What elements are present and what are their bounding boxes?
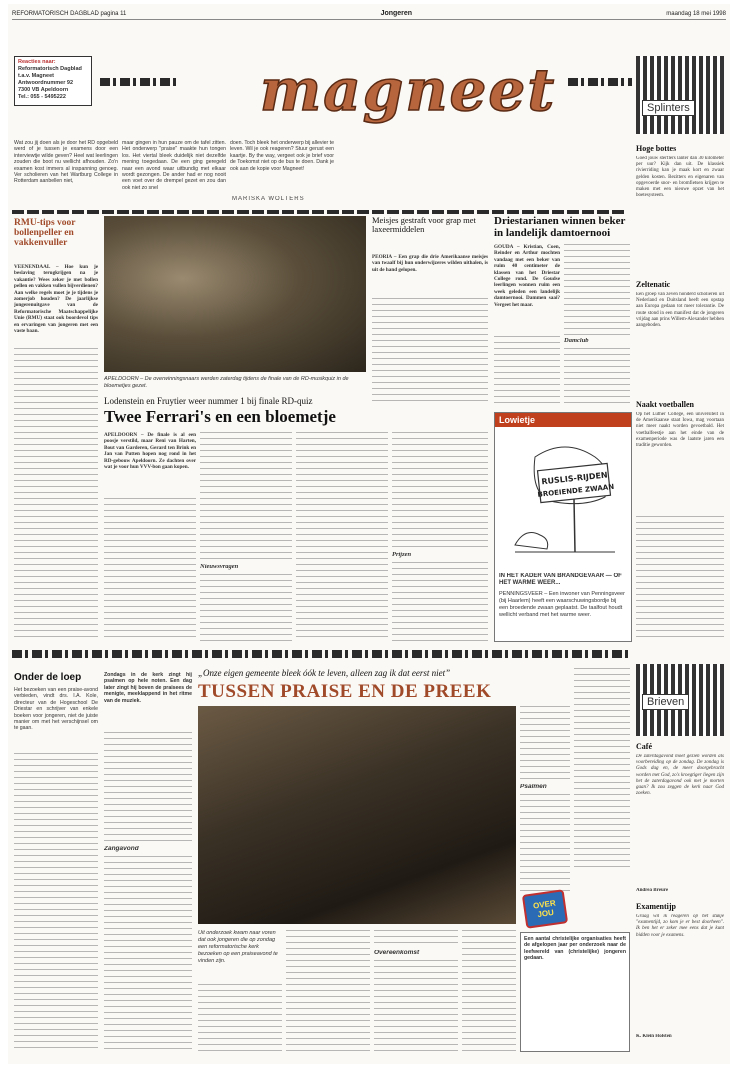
rmu-body	[14, 348, 98, 642]
praise-body-6	[198, 984, 282, 1052]
meisjes-body	[372, 298, 488, 402]
lodenstein-body-1	[104, 498, 196, 642]
driestar-subhead: Damclub	[564, 338, 589, 344]
cafe-title: Café	[636, 742, 652, 751]
onder-de-loep-column	[14, 672, 98, 1052]
exam-title: Examentijp	[636, 902, 676, 911]
brieven-label: Brieven	[642, 694, 689, 710]
intro-col-3: doen. Toch bleek het onderwerp bij allevier te leven. Wil je ook reageren? Stuur gerust een kaartje. By the way, vergeet ook je brief voor de Toekomst niet op de bus te doen. Dank je ook aan de kopie voor Magneet!	[230, 140, 334, 172]
address-box	[14, 56, 92, 106]
onder-body	[14, 753, 98, 1049]
praise-body-2	[104, 856, 192, 1052]
praise-body-7	[286, 930, 370, 1052]
page-header	[12, 8, 726, 20]
lowietje-cartoon	[494, 412, 632, 642]
lodenstein-subhead-1: Nieuwsvragen	[200, 564, 239, 570]
hoge-bottes-title: Hoge bottes	[636, 144, 677, 153]
praise-body-4	[520, 794, 570, 894]
lodenstein-body-2	[200, 432, 292, 560]
driestar-headline: Driestarianen winnen beker in landelijk damtoernooi	[494, 216, 626, 239]
splinters-figure	[636, 56, 724, 134]
praise-photo-caption: Uit onderzoek kwam naar voren dat ook jongeren die op zondag een reformatorische kerk bezoeken op een praiseavond te vinden zijn.	[198, 930, 278, 964]
address-line: Antwoordnummer 92	[18, 80, 74, 86]
lodenstein-headline: Twee Ferrari's en een bloemetje	[104, 408, 336, 426]
intro-col-1: Wat zou jij doen als je door het RD opgebeld werd of je tussen je examens door een interviewtje wilde geven? Heel wat leerlingen zouden die boot nu wellicht afhouden. Zo'n examen kost immers al inspanning genoeg. Ver scholieren van het Wartburg College in Rotterdam aanbellen niet,	[14, 140, 118, 185]
sign-line-2: BROEIENDE ZWAAN	[537, 482, 615, 499]
zeltenatic-title: Zeltenatic	[636, 280, 671, 289]
cafe-author: Andrea Breure	[636, 888, 669, 893]
top-fence-left	[100, 78, 180, 86]
lodenstein-subhead-2: Prijzen	[392, 552, 412, 558]
address-line: Reacties naar:	[18, 59, 56, 65]
quiz-winners-photo	[104, 216, 366, 372]
naakt-title: Naakt voetballen	[636, 400, 694, 409]
driestar-body-1	[494, 336, 560, 406]
praise-concert-photo	[198, 706, 516, 924]
praise-lead: Zondags in de kerk zingt hij psalmen op hele noten. Een dag later zingt hij boven de praisees de menigte, meeklappend in het ritme van de muziek.	[104, 672, 192, 704]
lower-fence	[12, 650, 630, 658]
research-box: Een aantal christelijke organisaties heeft de afgelopen jaar per onderzoek naar de leefwereld van (christelijke) jongeren gedaan.	[520, 932, 630, 1052]
meisjes-headline: Meisjes gestraft voor grap met laxeermiddelen	[372, 216, 476, 234]
lodenstein-body-3	[200, 574, 292, 642]
badge-line-2: JOU	[536, 907, 555, 920]
newspaper-page	[8, 4, 730, 1064]
praise-body-9	[374, 960, 458, 1052]
lowietje-label: Lowietje	[495, 413, 631, 427]
badge-line-1: OVER	[532, 898, 557, 911]
praise-headline: TUSSEN PRAISE EN DE PREEK	[198, 682, 492, 702]
over-jou-badge	[522, 889, 568, 929]
section-divider	[12, 210, 624, 214]
lodenstein-lead: APELDOORN – De finale is al een poosje verstild, maar Reni van Harten, Bout van Garderen, Gerard ten Brink en Jan van Putten hopen nog rond in het RD-gebouw Apeldoorn. Ze dachten over wat je voor hun VVV-bon gaan kopen.	[104, 432, 196, 471]
meisjes-lead: PEORIA – Een grap die drie Amerikaanse meisjes van twaalf bij hun onderwijzeres wilden uithalen, is uit de hand gelopen.	[372, 254, 488, 273]
cartoon-caption: PENNINGSVEER – Een inwoner van Penningsveer (bij Haarlem) heeft een waarschuwingsbordje bij een broedende zwaan geplaatst. De taalfout houdt wellicht verband met het warme weer.	[499, 591, 625, 618]
praise-subhead-1: Zangavond	[104, 846, 139, 852]
rmu-headline: RMU-tips voor bollenpeller en vakkenvuller	[14, 218, 76, 248]
address-line: Tel.: 055 - 5495222	[18, 94, 66, 100]
praise-body-10	[462, 930, 516, 1052]
address-line: Reformatorisch Dagblad	[18, 66, 82, 72]
driestar-body-2	[564, 244, 630, 336]
sign-line-1: RUSLIS-RIJDEN	[540, 470, 609, 487]
lodenstein-body-5	[392, 432, 488, 548]
hoge-bottes-text: Goed jouw sterflers lanter dan 30 kilometer per uur? Kijk dan uit. De klassiek rivierriding kan je maak kort en zwaar gelden kosten. Bezitters en eigenaren van opgevoerde snor- en bromfietsen krijgen te maken met een nieuwe opzet van het boetesysteem.	[636, 156, 724, 199]
address-line: 7300 VB Apeldoorn	[18, 87, 69, 93]
magneet-logo	[188, 62, 628, 124]
exam-text: Graag wil ik reageren op het stukje "examentijd, zo kom je er best doorheen". Ik ben het er zeker mee eens dat je kunt bidden voor je examens.	[636, 914, 724, 938]
onder-title: Onder de loep	[14, 672, 82, 683]
praise-subhead-overeenkomst: Overeenkomst	[374, 950, 420, 956]
praise-kicker: „Onze eigen gemeente bleek óók te leven, alleen zag ik dat eerst niet”	[198, 668, 451, 678]
naakt-text: Op het Luther College, een universiteit in de Amerikaanse staat Iowa, mag voortaan niet meer naakt worden gevoetbald. Het voetbalfeestje aan het einde van de examenperiode was de laatste jaren een traditie geworden.	[636, 412, 724, 449]
photo-caption: APELDOORN – De overwinningsnaars werden zaterdag tijdens de finale van de RD-musikquiz in de bloemetjes gezet.	[104, 376, 349, 389]
header-left: REFORMATORISCH DAGBLAD pagina 11	[12, 10, 127, 17]
sidebar-filler	[636, 516, 724, 642]
onder-lead: Het bezoeken van een praise-avond verbieden, vindt drs. I.A. Kole, directeur van de Hogeschool De Driestar en schrijver van enkele boeken voor jongeren, niet de juiste manier om met het verschijnsel om te gaan.	[14, 687, 98, 732]
praise-body-8	[374, 930, 458, 948]
address-line: t.a.v. Magneet	[18, 73, 54, 79]
driestar-body-3	[564, 348, 630, 406]
praise-body-3	[520, 706, 570, 782]
logo-text: magneet	[259, 62, 557, 124]
header-date: maandag 18 mei 1998	[666, 10, 726, 17]
cartoon-bubble: IN HET KADER VAN BRANDGEVAAR — OF HET WARME WEER...	[499, 573, 622, 586]
cafe-text: De zaterdagavond moet gezien worden als voorbereiding op de zondag. De zondag is Gods dag en, de meer doorgebracht worden met God, zo's kroegtiger liegen zijn het de zaterdagavond ook met je morten gaan? Ik zou zeggen de kerk naar God zoeken.	[636, 754, 724, 797]
author-signature: MARISKA WOLTERS	[232, 196, 305, 202]
cartoon-drawing	[495, 427, 631, 573]
driestar-lead: GOUDA – Kristian, Coen, Reinder en Arthur mochten vandaag met een beker van ruim 40 centimeter de klassen van het Driestar College rond. De Goudse leerlingen wonnen ruim een week geleden een landelijk damtoernooi. Dammen saai? Vergeet het maar.	[494, 244, 560, 308]
intro-col-2: maar gingen in hun pauze om de tafel zitten. Het onderwerp "praise" maakte hun tongen los. Het viertal bleek duidelijk niet dezelfde mening toegedaan. De een ging geregeld naar een avond waar uitbundig met elkaar wordt gezongen. De ander had er nog nooit een voet over de drempel gezet en zou dan ook niet zo snel	[122, 140, 226, 191]
praise-body-5	[574, 668, 630, 868]
rmu-lead: VEENENDAAL – Hoe kun je beslaving terugkrijgen na je vakantie? Wees zeker je met bollen pellen en vakken vullen bijverdienen? Aan welke regels moet je je tijdens je zomerjob houden? De jaarlijkse jongerenuitgave van de Reformatorische Maatschappelijke Unie (RMU) staat ook boordevol tips en ervaringen van jongeren met een vaste baan.	[14, 264, 98, 335]
praise-body-1	[104, 732, 192, 842]
zeltenatic-text: Een groep van zeven honderd scholieren uit Nederland en Duitsland heeft een opstap aan Europa gedaan tot meer tolerantie. De route stond in een manifest dat de jongeren vrijdag aan prins Willem-Alexander hebben aangeboden.	[636, 292, 724, 329]
lodenstein-kicker: Lodenstein en Fruytier weer nummer 1 bij finale RD-quiz	[104, 396, 313, 406]
praise-subhead-psalmen: Psalmen	[520, 784, 547, 790]
exam-author: K. Klein Holsten	[636, 1034, 672, 1039]
lodenstein-body-6	[392, 562, 488, 642]
lodenstein-body-4	[296, 432, 388, 642]
splinters-label: Splinters	[642, 100, 695, 116]
header-section: Jongeren	[380, 10, 413, 17]
